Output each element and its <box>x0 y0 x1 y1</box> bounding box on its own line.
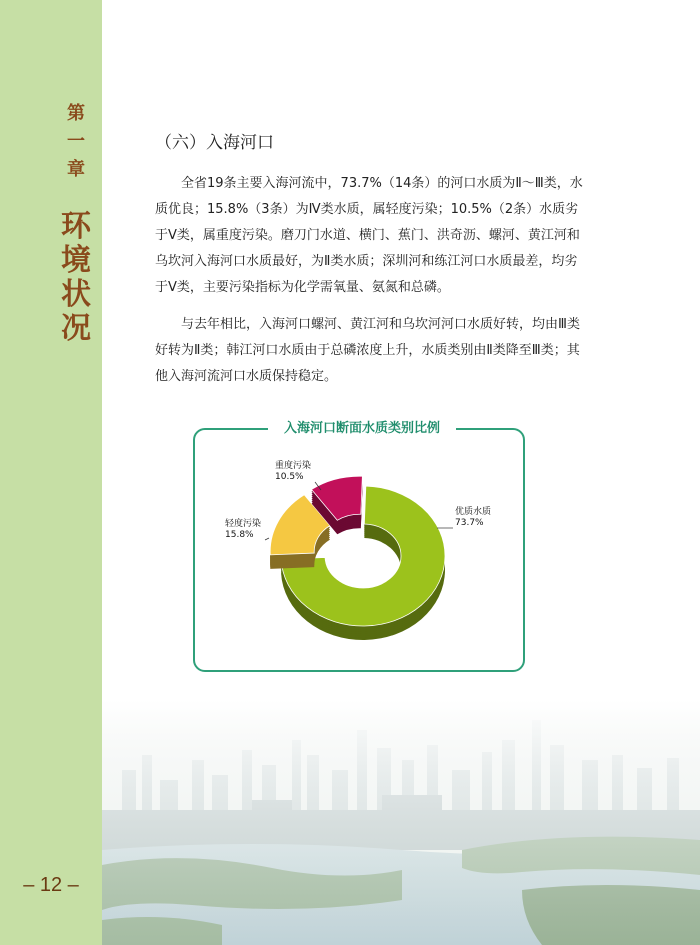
section-title: （六）入海河口 <box>155 133 274 153</box>
chapter-number-char: 第 <box>67 103 85 124</box>
pie-slice-value-label: 10.5% <box>275 472 304 482</box>
pie-slice-value-label: 73.7% <box>455 518 484 528</box>
pie-slice-name-label: 优质水质 <box>455 507 492 517</box>
pie-slice-name-label: 轻度污染 <box>225 519 262 529</box>
chapter-title-char: 况 <box>61 311 91 346</box>
chapter-title-char: 环 <box>61 209 91 244</box>
page-number: – 12 – <box>23 874 79 896</box>
chapter-title-char: 境 <box>61 243 91 278</box>
chapter-number-char: 章 <box>67 159 85 180</box>
body-paragraph: 与去年相比，入海河口螺河、黄江河和乌坎河河口水质好转，均由Ⅲ类好转为Ⅱ类；韩江河口水质由于总磷浓度上升，水质类别由Ⅱ类降至Ⅲ类；其他入海河流河口水质保持稳定。 <box>155 317 580 384</box>
city-skyline-illustration <box>102 700 700 945</box>
chart-title: 入海河口断面水质类别比例 <box>268 418 456 440</box>
city-skyline-image <box>102 700 700 945</box>
pie-slice-name-label: 重度污染 <box>275 461 312 471</box>
chapter-title <box>56 210 96 346</box>
body-paragraph: 全省19条主要入海河流中，73.7%（14条）的河口水质为Ⅱ～Ⅲ类，水质优良；15.8%（3条）为Ⅳ类水质，属轻度污染；10.5%（2条）水质劣于Ⅴ类，属重度污染。磨刀门水道、横门、蕉门、洪奇沥、螺河、黄江河和乌坎河入海河口水质最好，为Ⅱ类水质；深圳河和练江河口水质最差，均劣于Ⅴ类，主要污染指标为化学需氧量、氨氮和总磷。 <box>155 176 583 295</box>
chapter-title-char: 状 <box>61 277 91 312</box>
pie-leader-line <box>265 538 269 540</box>
chapter-number-char: 一 <box>67 131 85 152</box>
donut-chart <box>193 428 525 672</box>
chapter-sidebar <box>0 0 102 945</box>
pie-slice-value-label: 15.8% <box>225 530 254 540</box>
chapter-number <box>61 100 91 184</box>
